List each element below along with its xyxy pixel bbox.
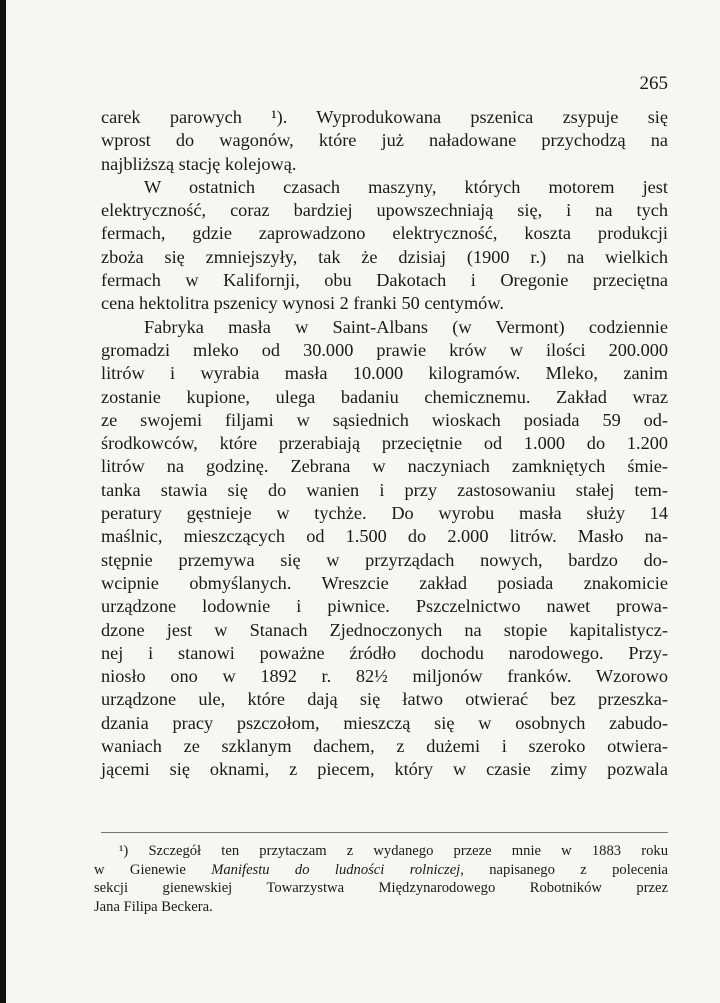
text-line: cena hektolitra pszenicy wynosi 2 franki 50 centymów. xyxy=(101,293,504,314)
text-line: peratury gęstnieje w tychże. Do wyrobu masła służy 14 xyxy=(101,503,668,524)
page-number: 265 xyxy=(639,73,668,94)
footnote-line xyxy=(94,842,668,861)
footnote-text: w Gienewie xyxy=(94,861,186,878)
text-line: dzone jest w Stanach Zjednoczonych na stopie kapitalistycz- xyxy=(101,619,668,640)
text-line: zboża się zmniejszyły, tak że dzisiaj (1900 r.) na wielkich xyxy=(101,246,668,267)
text-line: środkowców, które przerabiają przeciętnie od 1.000 do 1.200 xyxy=(101,433,668,454)
footnote-line: Jana Filipa Beckera. xyxy=(94,899,213,916)
text-line: W ostatnich czasach maszyny, których motorem jest xyxy=(144,176,668,197)
text-line: ze swojemi filjami w sąsiednich wioskach posiada 59 od- xyxy=(101,409,668,430)
text-line: litrów na godzinę. Zebrana w naczyniach zamkniętych śmie- xyxy=(101,456,668,477)
text-line: Fabryka masła w Saint-Albans (w Vermont) codziennie xyxy=(144,316,668,337)
text-line: litrów i wyrabia masła 10.000 kilogramów. Mleko, zanim xyxy=(101,363,668,384)
text-line: zostanie kupione, ulega badaniu chemicznemu. Zakład wraz xyxy=(101,386,668,407)
text-line: urządzone lodownie i piwnice. Pszczelnictwo nawet prowa- xyxy=(101,596,668,617)
text-line: gromadzi mleko od 30.000 prawie krów w ilości 200.000 xyxy=(101,339,668,360)
footnote xyxy=(94,842,668,917)
text-line: maślnic, mieszczących od 1.500 do 2.000 litrów. Masło na- xyxy=(101,526,668,547)
footnote-text: , napisanego z polecenia xyxy=(460,861,669,878)
text-line: urządzone ule, które dają się łatwo otwierać bez przeszka- xyxy=(101,689,668,710)
text-line: fermach, gdzie zaprowadzono elektryczność, koszta produkcji xyxy=(101,223,668,244)
text-line: wcipnie obmyślanych. Wreszcie zakład posiada znakomicie xyxy=(101,572,668,593)
footnote-line xyxy=(94,861,668,880)
text-line: niosło ono w 1892 r. 82½ miljonów franków. Wzorowo xyxy=(101,666,668,687)
text-line: najbliższą stację kolejową. xyxy=(101,153,297,174)
footnote-divider xyxy=(101,832,668,833)
text-line: dzania pracy pszczołom, mieszczą się w osobnych zabudo- xyxy=(101,712,668,733)
footnote-text: Szczegół ten przytaczam z wydanego przeze mnie w 1883 roku xyxy=(148,843,668,859)
text-line: tanka stawia się do wanien i przy zastosowaniu stałej tem- xyxy=(101,479,668,500)
text-line: jącemi się oknami, z piecem, który w czasie zimy pozwala xyxy=(101,759,668,780)
body-text xyxy=(101,106,668,782)
text-line: waniach ze szklanym dachem, z dużemi i szeroko otwiera- xyxy=(101,736,668,757)
scan-page-edge xyxy=(0,0,6,1003)
text-line: wprost do wagonów, które już naładowane przychodzą na xyxy=(101,130,668,151)
text-line: elektryczność, coraz bardziej upowszechniają się, i na tych xyxy=(101,200,668,221)
text-line: nej i stanowi poważne źródło dochodu narodowego. Przy- xyxy=(101,642,668,663)
text-line: stępnie przemywa się w przyrządach nowych, bardzo do- xyxy=(101,549,668,570)
text-line: fermach w Kalifornji, obu Dakotach i Oregonie przeciętna xyxy=(101,270,668,291)
footnote-marker: ¹) xyxy=(119,843,129,859)
footnote-line: sekcji gienewskiej Towarzystwa Międzynarodowego Robotników przez xyxy=(94,880,668,897)
footnote-title: Manifestu do ludności rolniczej xyxy=(211,861,461,878)
text-line: carek parowych ¹). Wyprodukowana pszenica zsypuje się xyxy=(101,107,668,127)
